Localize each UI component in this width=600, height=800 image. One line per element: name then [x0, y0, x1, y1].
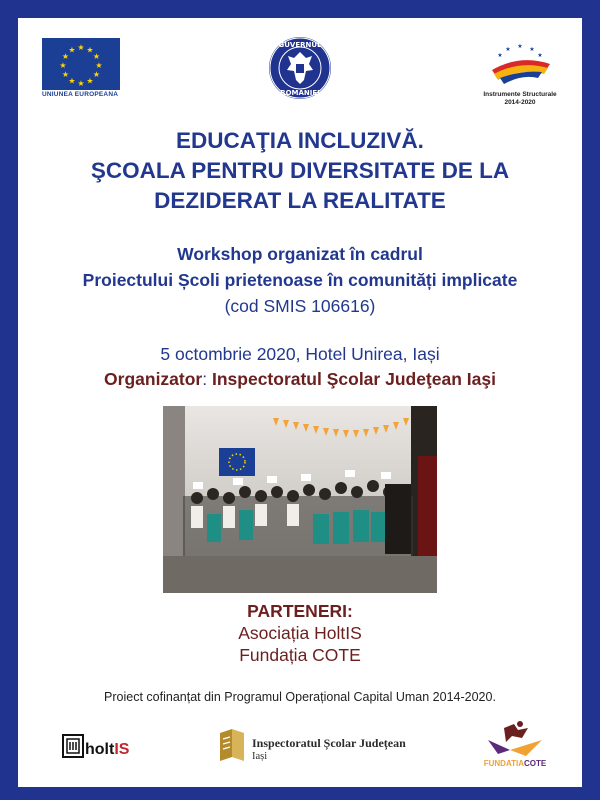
organizer-label: Organizator	[104, 369, 203, 389]
isj-logo-city: Iași	[252, 751, 268, 762]
organizer-line	[30, 367, 570, 392]
isj-logo	[216, 727, 426, 767]
poster-title	[30, 126, 570, 216]
instrumente-structurale-logo	[470, 40, 570, 106]
eu-logo	[42, 38, 120, 100]
svg-text:★: ★	[95, 61, 103, 70]
svg-text:★: ★	[59, 61, 67, 70]
eu-flag-icon	[42, 38, 120, 90]
svg-text:★: ★	[505, 46, 511, 53]
svg-text:★: ★	[61, 70, 70, 79]
workshop-line-1: Workshop organizat în cadrul	[177, 244, 423, 264]
instrumente-structurale-years: 2014-2020	[504, 99, 536, 106]
title-line-1: EDUCAŢIA INCLUZIVĂ.	[176, 128, 424, 153]
svg-text:★: ★	[77, 79, 85, 88]
partners-heading: PARTENERI:	[247, 601, 353, 621]
government-seal-logo	[268, 36, 332, 100]
svg-text:ROMÂNIEI: ROMÂNIEI	[280, 89, 320, 97]
organizer-name: Inspectoratul Şcolar Judeţean Iaşi	[211, 369, 496, 389]
svg-text:GUVERNUL: GUVERNUL	[278, 41, 322, 49]
title-line-2: ŞCOALA PENTRU DIVERSITATE DE LA	[90, 158, 510, 183]
isj-logo-name: Inspectoratul Școlar Județean	[252, 736, 406, 750]
svg-text:★: ★	[61, 52, 70, 61]
workshop-smis-code: (cod SMIS 106616)	[224, 296, 376, 316]
svg-text:★: ★	[517, 43, 523, 50]
svg-text:★: ★	[497, 52, 503, 59]
svg-text:★: ★	[92, 52, 101, 61]
svg-text:★: ★	[77, 43, 85, 52]
svg-text:★: ★	[86, 76, 94, 86]
svg-text:★: ★	[86, 45, 94, 55]
partner-item: Asociația HoltIS	[238, 623, 362, 643]
svg-text:★: ★	[92, 70, 101, 79]
organizer-colon: :	[202, 369, 212, 389]
title-line-3: DEZIDERAT LA REALITATE	[154, 188, 446, 213]
svg-text:★: ★	[68, 45, 76, 55]
fundatia-cote-logo	[484, 720, 546, 770]
svg-text:★: ★	[529, 46, 535, 53]
svg-text:★: ★	[537, 52, 543, 59]
holtis-logo	[62, 733, 134, 761]
svg-text:FUNDATIACOTE: FUNDATIACOTE	[484, 759, 546, 768]
workshop-line-2: Proiectului Școli prietenoase în comunități implicate	[82, 270, 518, 290]
funding-note: Proiect cofinanțat din Programul Operațional Capital Uman 2014-2020.	[104, 690, 496, 704]
workshop-info	[30, 241, 570, 319]
eu-logo-label: UNIUNEA EUROPEANA	[42, 91, 119, 98]
partner-item: Fundația COTE	[239, 645, 361, 665]
instrumente-structurale-label: Instrumente Structurale	[483, 91, 557, 98]
svg-text:holtIS: holtIS	[85, 741, 130, 758]
group-photo	[163, 406, 437, 593]
event-date-place: 5 octombrie 2020, Hotel Unirea, Iași	[160, 344, 440, 364]
svg-text:★: ★	[68, 76, 76, 86]
partners-section	[30, 600, 570, 666]
